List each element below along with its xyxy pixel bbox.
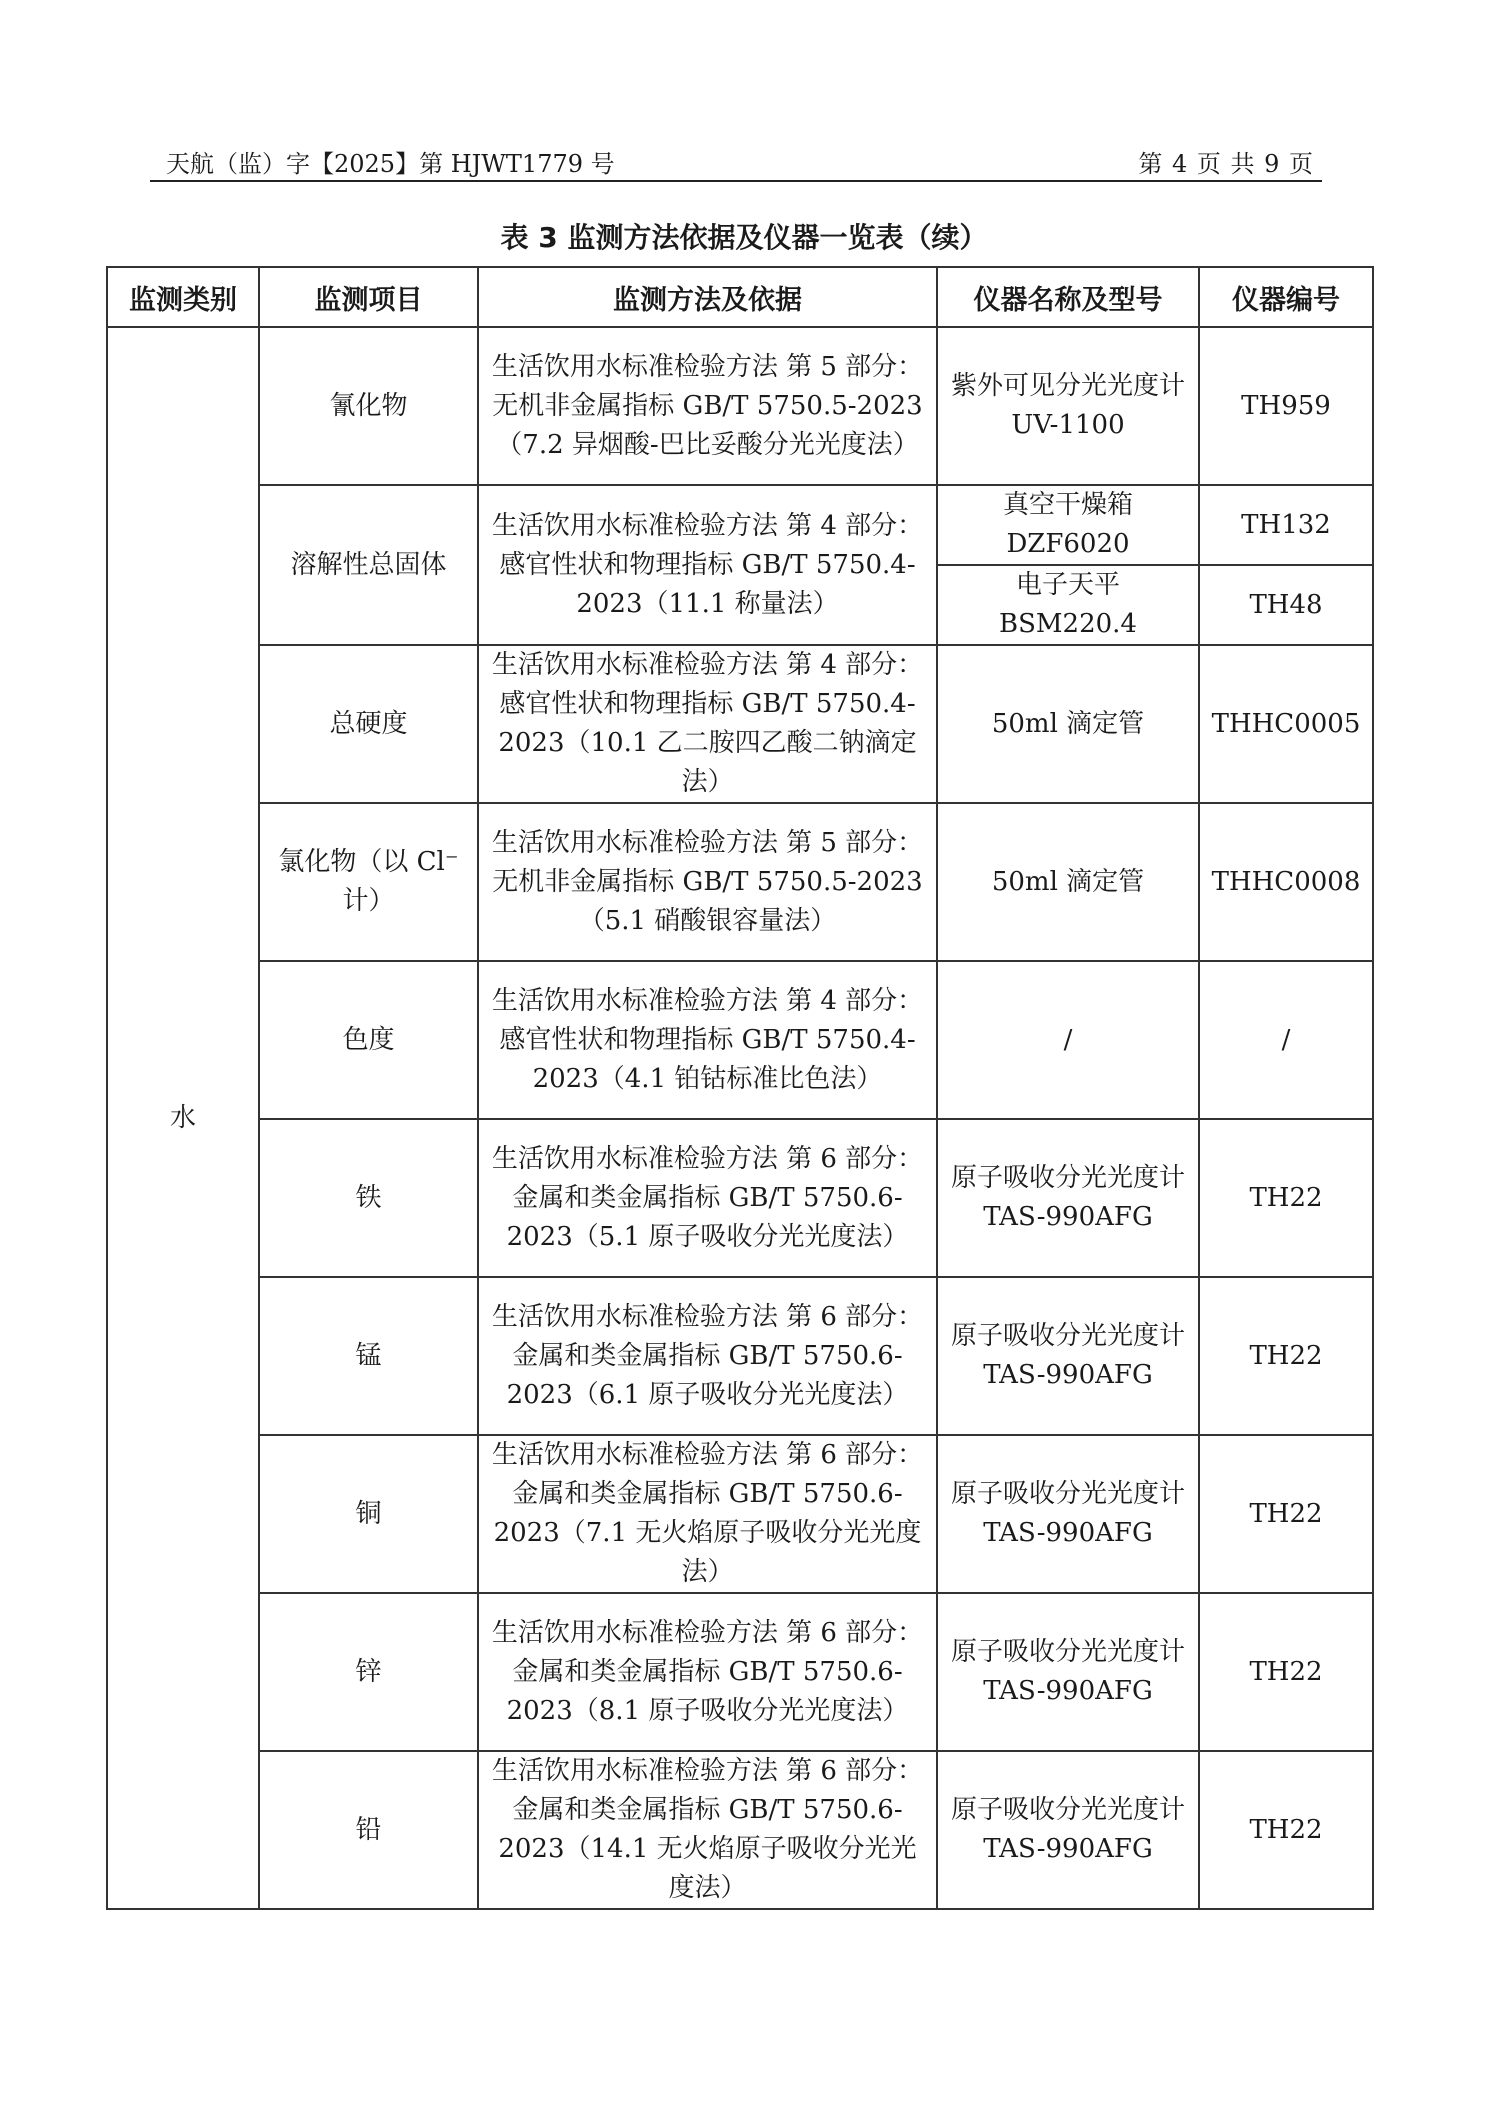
table-row — [107, 1751, 1373, 1909]
item-cell: 色度 — [259, 961, 478, 1119]
page-number: 第 4 页 共 9 页 — [1138, 150, 1314, 178]
instrument-id-cell: TH132 — [1199, 485, 1373, 565]
method-cell: 生活饮用水标准检验方法 第 5 部分：无机非金属指标 GB/T 5750.5-2023（7.2 异烟酸-巴比妥酸分光光度法） — [478, 327, 937, 485]
item-cell: 总硬度 — [259, 645, 478, 803]
category-cell: 水 — [107, 327, 259, 1909]
page-header — [150, 140, 1322, 182]
instrument-id-cell: TH22 — [1199, 1119, 1373, 1277]
instrument-id-cell: / — [1199, 961, 1373, 1119]
method-cell: 生活饮用水标准检验方法 第 6 部分：金属和类金属指标 GB/T 5750.6-2023（14.1 无火焰原子吸收分光光度法） — [478, 1751, 937, 1909]
instrument-cell: 原子吸收分光光度计 TAS-990AFG — [937, 1435, 1199, 1593]
table-row — [107, 1119, 1373, 1277]
instrument-cell: 原子吸收分光光度计 TAS-990AFG — [937, 1277, 1199, 1435]
instrument-id-cell: TH48 — [1199, 565, 1373, 645]
instrument-cell: 原子吸收分光光度计 TAS-990AFG — [937, 1119, 1199, 1277]
instrument-id-cell: TH22 — [1199, 1435, 1373, 1593]
method-cell: 生活饮用水标准检验方法 第 4 部分：感官性状和物理指标 GB/T 5750.4-2023（10.1 乙二胺四乙酸二钠滴定法） — [478, 645, 937, 803]
instrument-id-cell: TH22 — [1199, 1593, 1373, 1751]
instrument-cell: 紫外可见分光光度计 UV-1100 — [937, 327, 1199, 485]
item-cell: 锰 — [259, 1277, 478, 1435]
instrument-cell: 原子吸收分光光度计 TAS-990AFG — [937, 1751, 1199, 1909]
method-cell: 生活饮用水标准检验方法 第 6 部分：金属和类金属指标 GB/T 5750.6-2023（6.1 原子吸收分光光度法） — [478, 1277, 937, 1435]
table-caption: 表 3 监测方法依据及仪器一览表（续） — [500, 221, 988, 254]
table-row — [107, 1435, 1373, 1593]
column-header-item: 监测项目 — [259, 267, 478, 327]
method-cell: 生活饮用水标准检验方法 第 5 部分：无机非金属指标 GB/T 5750.5-2023（5.1 硝酸银容量法） — [478, 803, 937, 961]
item-cell: 氯化物（以 Cl⁻计） — [259, 803, 478, 961]
instrument-cell: 真空干燥箱 DZF6020 — [937, 485, 1199, 565]
method-cell: 生活饮用水标准检验方法 第 4 部分：感官性状和物理指标 GB/T 5750.4-2023（11.1 称量法） — [478, 485, 937, 645]
instrument-id-cell: TH22 — [1199, 1277, 1373, 1435]
item-cell: 铜 — [259, 1435, 478, 1593]
column-header-instrument-id: 仪器编号 — [1199, 267, 1373, 327]
item-cell: 铅 — [259, 1751, 478, 1909]
column-header-category: 监测类别 — [107, 267, 259, 327]
instrument-cell: 50ml 滴定管 — [937, 803, 1199, 961]
method-cell: 生活饮用水标准检验方法 第 6 部分：金属和类金属指标 GB/T 5750.6-2023（5.1 原子吸收分光光度法） — [478, 1119, 937, 1277]
instrument-cell: 原子吸收分光光度计 TAS-990AFG — [937, 1593, 1199, 1751]
method-instrument-table — [106, 266, 1374, 1910]
table-row — [107, 803, 1373, 961]
table-row — [107, 327, 1373, 485]
instrument-cell: / — [937, 961, 1199, 1119]
item-cell: 锌 — [259, 1593, 478, 1751]
item-cell: 铁 — [259, 1119, 478, 1277]
instrument-id-cell: TH22 — [1199, 1751, 1373, 1909]
table-row — [107, 485, 1373, 565]
table-row — [107, 961, 1373, 1119]
instrument-cell: 电子天平 BSM220.4 — [937, 565, 1199, 645]
method-cell: 生活饮用水标准检验方法 第 6 部分：金属和类金属指标 GB/T 5750.6-2023（7.1 无火焰原子吸收分光光度法） — [478, 1435, 937, 1593]
method-cell: 生活饮用水标准检验方法 第 4 部分：感官性状和物理指标 GB/T 5750.4-2023（4.1 铂钴标准比色法） — [478, 961, 937, 1119]
table-row — [107, 645, 1373, 803]
instrument-id-cell: THHC0008 — [1199, 803, 1373, 961]
instrument-cell: 50ml 滴定管 — [937, 645, 1199, 803]
method-cell: 生活饮用水标准检验方法 第 6 部分：金属和类金属指标 GB/T 5750.6-2023（8.1 原子吸收分光光度法） — [478, 1593, 937, 1751]
column-header-method: 监测方法及依据 — [478, 267, 937, 327]
table-row — [107, 1277, 1373, 1435]
instrument-id-cell: THHC0005 — [1199, 645, 1373, 803]
table-header-row — [107, 267, 1373, 327]
item-cell: 氰化物 — [259, 327, 478, 485]
instrument-id-cell: TH959 — [1199, 327, 1373, 485]
item-cell: 溶解性总固体 — [259, 485, 478, 645]
document-number: 天航（监）字【2025】第 HJWT1779 号 — [166, 150, 615, 178]
table-row — [107, 1593, 1373, 1751]
column-header-instrument: 仪器名称及型号 — [937, 267, 1199, 327]
